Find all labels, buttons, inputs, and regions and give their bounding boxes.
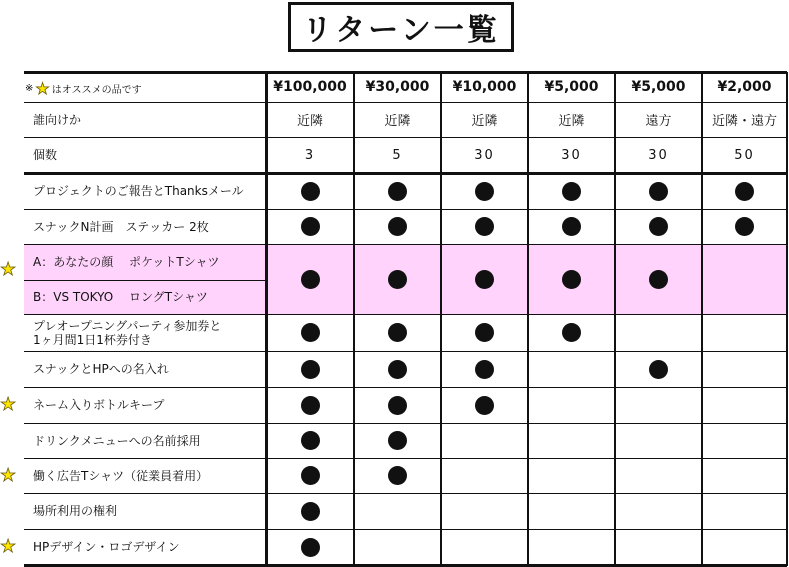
included-dot: [301, 538, 320, 557]
included-dot: [735, 217, 754, 236]
row-label: ネーム入りボトルキープ: [33, 398, 165, 412]
target-cell: 近隣・遠方: [711, 114, 777, 129]
row-label: プレオープニングパーティ参加券と 1ヶ月間1日1杯券付き: [33, 318, 222, 347]
star-icon: ★: [0, 259, 17, 280]
row-label: A：あなたの顔 ポケットTシャツ: [33, 255, 220, 269]
target-cell: 近隣: [558, 114, 585, 129]
included-dot: [649, 182, 668, 201]
included-dot: [301, 217, 320, 236]
included-dot: [388, 182, 407, 201]
included-dot: [301, 360, 320, 379]
grid-line: [24, 493, 787, 494]
included-dot: [301, 270, 320, 289]
price-header: ¥5,000: [631, 79, 686, 95]
price-header: ¥2,000: [717, 79, 772, 95]
included-dot: [562, 182, 581, 201]
target-cell: 近隣: [296, 114, 323, 129]
count-cell: 30: [648, 147, 669, 163]
row-label: HPデザイン・ロゴデザイン: [33, 540, 180, 554]
included-dot: [649, 217, 668, 236]
star-icon: ★: [35, 78, 50, 98]
note-suffix: はオススメの品です: [51, 84, 142, 96]
price-header: ¥30,000: [365, 79, 430, 95]
target-cell: 近隣: [384, 114, 411, 129]
included-dot: [388, 466, 407, 485]
included-dot: [388, 323, 407, 342]
count-cell: 30: [474, 147, 495, 163]
included-dot: [562, 217, 581, 236]
target-cell: 近隣: [471, 114, 498, 129]
row-label: スナックとHPへの名入れ: [33, 362, 169, 376]
included-dot: [735, 182, 754, 201]
included-dot: [475, 217, 494, 236]
count-cell: 30: [561, 147, 582, 163]
page-title: リターン一覧: [288, 2, 514, 52]
target-label: 誰向けか: [33, 112, 82, 127]
included-dot: [301, 502, 320, 521]
price-header: ¥100,000: [273, 79, 347, 95]
included-dot: [475, 270, 494, 289]
count-cell: 3: [304, 147, 316, 163]
star-icon: ★: [0, 394, 17, 415]
recommend-note: [25, 80, 142, 96]
included-dot: [562, 323, 581, 342]
included-dot: [475, 396, 494, 415]
row-label: 働く広告Tシャツ（従業員着用）: [33, 468, 209, 483]
star-icon: ★: [0, 465, 17, 486]
included-dot: [649, 270, 668, 289]
included-dot: [301, 182, 320, 201]
price-header: ¥5,000: [544, 79, 599, 95]
note-prefix: ※: [25, 82, 34, 94]
included-dot: [388, 396, 407, 415]
included-dot: [562, 270, 581, 289]
star-icon: ★: [0, 536, 17, 557]
included-dot: [301, 323, 320, 342]
row-label: B：VS TOKYO ロングTシャツ: [33, 290, 208, 304]
count-label: 個数: [33, 148, 58, 162]
row-label: ドリンクメニューへの名前採用: [33, 433, 201, 448]
included-dot: [388, 431, 407, 450]
row-label: スナックN計画 ステッカー 2枚: [33, 219, 209, 234]
target-cell: 遠方: [645, 114, 672, 129]
price-header: ¥10,000: [452, 79, 517, 95]
included-dot: [301, 396, 320, 415]
included-dot: [388, 217, 407, 236]
included-dot: [388, 270, 407, 289]
count-cell: 5: [392, 147, 403, 163]
included-dot: [649, 360, 668, 379]
row-label: プロジェクトのご報告とThanksメール: [33, 184, 244, 198]
count-cell: 50: [734, 147, 755, 163]
included-dot: [475, 360, 494, 379]
included-dot: [475, 182, 494, 201]
included-dot: [475, 323, 494, 342]
included-dot: [301, 466, 320, 485]
row-label: 場所利用の権利: [33, 504, 118, 518]
included-dot: [388, 360, 407, 379]
included-dot: [301, 431, 320, 450]
